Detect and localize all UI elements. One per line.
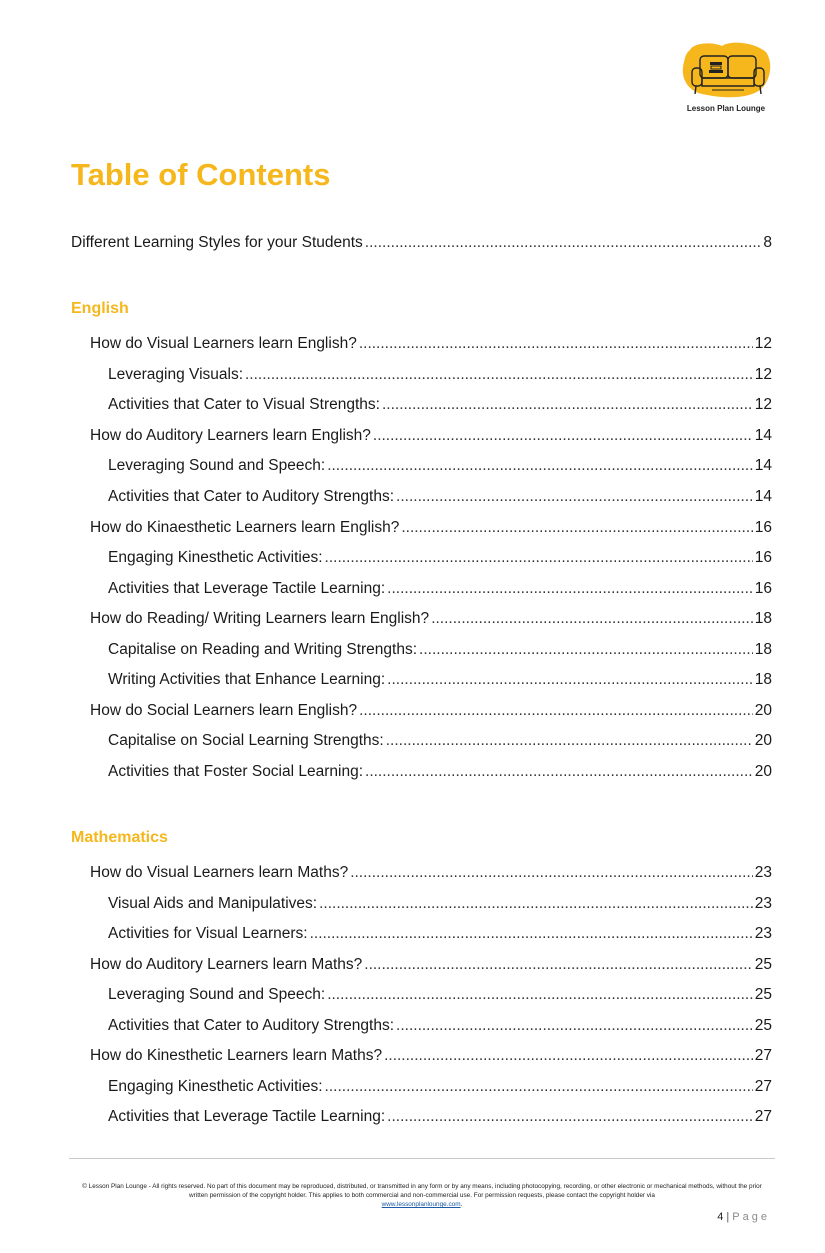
toc-leader xyxy=(350,862,753,884)
toc-entry-title: Activities that Foster Social Learning: xyxy=(108,763,364,780)
toc-page-number: 27 xyxy=(754,1108,772,1125)
page-number-value: 4 xyxy=(717,1211,724,1223)
page-separator: | xyxy=(726,1211,730,1223)
toc-entry-title: Activities that Cater to Auditory Strengths: xyxy=(108,1017,395,1034)
toc-leader xyxy=(359,700,753,722)
toc-page-number: 18 xyxy=(754,641,772,658)
toc-leader xyxy=(327,455,753,477)
toc-leader xyxy=(365,761,753,783)
toc-leader xyxy=(310,923,753,945)
toc-page-number: 12 xyxy=(754,335,772,352)
toc-entry-title: How do Social Learners learn English? xyxy=(90,702,358,719)
toc-entry[interactable] xyxy=(108,1015,772,1037)
toc-leader xyxy=(387,578,753,600)
toc-page-number: 23 xyxy=(754,864,772,881)
toc-leader xyxy=(365,232,762,254)
toc-leader xyxy=(401,517,752,539)
toc-leader xyxy=(396,486,753,508)
toc-leader xyxy=(396,1015,753,1037)
toc-entry-title: Engaging Kinesthetic Activities: xyxy=(108,549,323,566)
toc-leader xyxy=(325,1076,753,1098)
toc-entry-title: How do Auditory Learners learn Maths? xyxy=(90,956,363,973)
toc-entry[interactable] xyxy=(108,669,772,691)
toc-leader xyxy=(431,608,753,630)
toc-page-number: 14 xyxy=(754,457,772,474)
toc-entry[interactable] xyxy=(108,893,772,915)
toc-page-number: 12 xyxy=(754,396,772,413)
section-heading-mathematics: Mathematics xyxy=(71,829,168,846)
toc-leader xyxy=(387,669,753,691)
toc-entry-title: How do Kinesthetic Learners learn Maths? xyxy=(90,1047,383,1064)
sofa-logo-icon xyxy=(680,42,772,104)
toc-leader xyxy=(419,639,753,661)
toc-entry-title: Activities that Leverage Tactile Learning: xyxy=(108,580,386,597)
toc-entry-title: Activities for Visual Learners: xyxy=(108,925,308,942)
toc-entry-title: Engaging Kinesthetic Activities: xyxy=(108,1078,323,1095)
toc-page-number: 14 xyxy=(754,488,772,505)
toc-page-number: 8 xyxy=(763,234,772,251)
toc-leader xyxy=(327,984,753,1006)
section-heading-english: English xyxy=(71,300,129,317)
toc-page-number: 12 xyxy=(754,366,772,383)
toc-page-number: 18 xyxy=(754,610,772,627)
toc-entry[interactable] xyxy=(108,761,772,783)
toc-entry[interactable] xyxy=(71,232,772,254)
toc-leader xyxy=(387,1106,753,1128)
toc-entry-title: Activities that Leverage Tactile Learning: xyxy=(108,1108,386,1125)
toc-entry-title: Activities that Cater to Visual Strengths: xyxy=(108,396,380,413)
page-title: Table of Contents xyxy=(71,157,331,192)
toc-page-number: 23 xyxy=(754,895,772,912)
toc-entry[interactable] xyxy=(90,862,772,884)
logo-name: Lesson Plan Lounge xyxy=(686,104,766,113)
toc-entry-title: Capitalise on Reading and Writing Strengths: xyxy=(108,641,418,658)
toc-page-number: 16 xyxy=(754,580,772,597)
toc-leader xyxy=(386,730,753,752)
toc-page-number: 25 xyxy=(754,956,772,973)
toc-leader xyxy=(325,547,753,569)
footer-divider xyxy=(69,1158,775,1159)
toc-entry[interactable] xyxy=(108,639,772,661)
toc-page-number: 18 xyxy=(754,671,772,688)
toc-page-number: 14 xyxy=(754,427,772,444)
toc-entry-title: Writing Activities that Enhance Learning: xyxy=(108,671,386,688)
toc-page-number: 20 xyxy=(754,702,772,719)
toc-page-number: 20 xyxy=(754,732,772,749)
toc-entry[interactable] xyxy=(90,954,772,976)
toc-leader xyxy=(364,954,752,976)
toc-entry-title: Different Learning Styles for your Students xyxy=(71,234,363,251)
toc-entry-title: Activities that Cater to Auditory Strengths: xyxy=(108,488,395,505)
toc-leader xyxy=(373,425,753,447)
toc-entry-title: Visual Aids and Manipulatives: xyxy=(108,895,318,912)
page-number xyxy=(717,1211,770,1223)
toc-entry[interactable] xyxy=(108,547,772,569)
toc-page-number: 23 xyxy=(754,925,772,942)
toc-entry[interactable] xyxy=(90,425,772,447)
toc-entry-title: How do Visual Learners learn Maths? xyxy=(90,864,349,881)
toc-entry[interactable] xyxy=(108,730,772,752)
toc-leader xyxy=(245,364,753,386)
website-link[interactable]: www.lessonplanlounge.com xyxy=(381,1201,461,1208)
toc-entry[interactable] xyxy=(108,984,772,1006)
toc-entry[interactable] xyxy=(108,394,772,416)
toc-entry[interactable] xyxy=(108,486,772,508)
toc-entry[interactable] xyxy=(108,455,772,477)
toc-entry[interactable] xyxy=(90,700,772,722)
toc-entry[interactable] xyxy=(108,364,772,386)
toc-entry-title: How do Reading/ Writing Learners learn English? xyxy=(90,610,430,627)
toc-entry-title: Capitalise on Social Learning Strengths: xyxy=(108,732,384,749)
toc-page-number: 27 xyxy=(754,1078,772,1095)
toc-page-number: 16 xyxy=(754,549,772,566)
toc-entry[interactable] xyxy=(108,1076,772,1098)
toc-entry[interactable] xyxy=(108,923,772,945)
toc-entry[interactable] xyxy=(90,608,772,630)
toc-entry-title: How do Kinaesthetic Learners learn English? xyxy=(90,519,400,536)
toc-entry[interactable] xyxy=(90,517,772,539)
toc-leader xyxy=(382,394,753,416)
toc-entry[interactable] xyxy=(90,1045,772,1067)
toc-entry[interactable] xyxy=(90,333,772,355)
toc-entry-title: Leveraging Sound and Speech: xyxy=(108,457,326,474)
toc-entry[interactable] xyxy=(108,578,772,600)
toc-entry-title: Leveraging Visuals: xyxy=(108,366,243,383)
toc-leader xyxy=(359,333,753,355)
toc-page-number: 27 xyxy=(754,1047,772,1064)
copyright-text: © Lesson Plan Lounge - All rights reserved. No part of this document may be reproduced, distributed, or transmitted in any form or by any means, including photocopying, recording, or other electronic or mechanical methods, without the prior written permission of the copyright holder. This applies to both commercial and non-commercial use. For permission requests, please contact the copyright holder via xyxy=(82,1183,762,1199)
toc-page-number: 25 xyxy=(754,986,772,1003)
toc-leader xyxy=(319,893,753,915)
toc-entry[interactable] xyxy=(108,1106,772,1128)
toc-entry-title: How do Visual Learners learn English? xyxy=(90,335,357,352)
toc-page-number: 20 xyxy=(754,763,772,780)
footer-copyright: © Lesson Plan Lounge - All rights reserved. No part of this document may be reproduced, distributed, or transmitted in any form or by any means, including photocopying, recording, or other electronic or mechanical methods, without the prior written permission of the copyright holder. This applies to both commercial and non-commercial use. For permission requests, please contact the copyright holder via www.lessonplanlounge.com. xyxy=(82,1183,762,1208)
toc-leader xyxy=(384,1045,753,1067)
toc-page-number: 16 xyxy=(754,519,772,536)
page-label: Page xyxy=(732,1211,770,1223)
logo xyxy=(680,42,772,116)
toc-page-number: 25 xyxy=(754,1017,772,1034)
toc-entry-title: How do Auditory Learners learn English? xyxy=(90,427,371,444)
toc-entry-title: Leveraging Sound and Speech: xyxy=(108,986,326,1003)
